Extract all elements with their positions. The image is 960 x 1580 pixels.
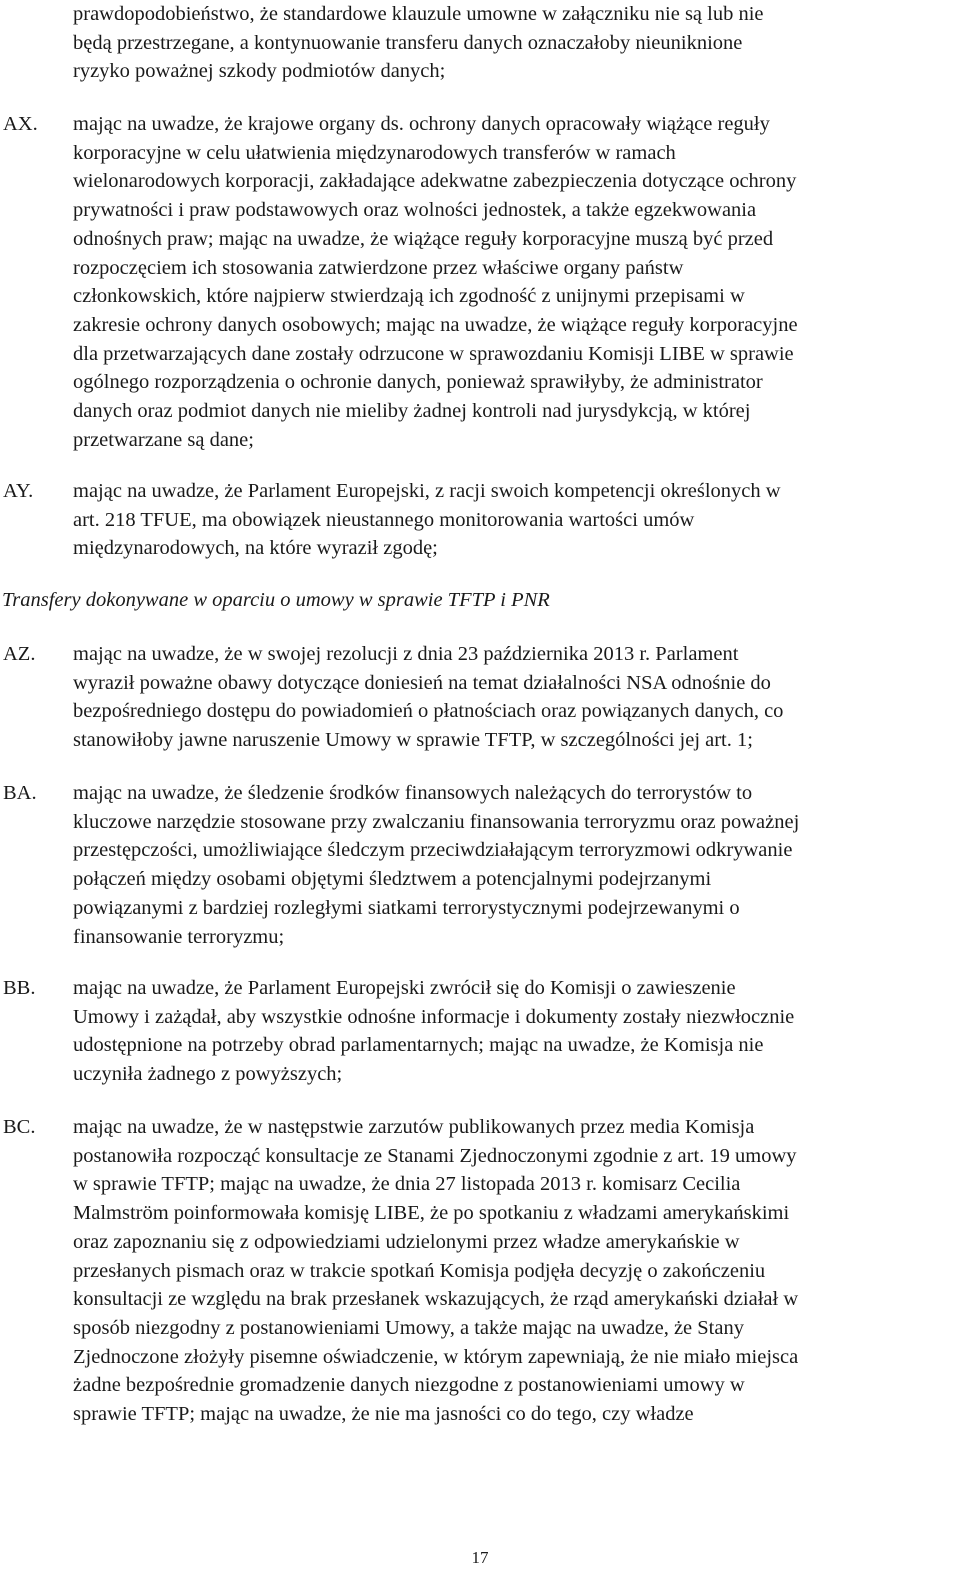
text-line: będą przestrzegane, a kontynuowanie transferu danych oznaczałoby nieuniknione [73,31,743,54]
paragraph-body [73,0,957,86]
text-line: żadne bezpośrednie gromadzenie danych niezgodne z postanowieniami umowy w [73,1374,745,1397]
text-line: kluczowe narzędzie stosowane przy zwalczaniu finansowania terroryzmu oraz poważnej [73,810,800,833]
text-line: Zjednoczone złożyły pisemne oświadczenie, w którym zapewniają, że nie miało miejsca [73,1345,799,1368]
text-line: mając na uwadze, że krajowe organy ds. ochrony danych opracowały wiążące reguły [73,113,770,135]
recital-body [73,640,957,755]
text-line: połączeń między osobami objętymi śledztwem a potencjalnymi podejrzanymi [73,868,712,891]
recital-label: BA. [3,782,37,804]
text-line: ryzyko poważnej szkody podmiotów danych; [73,60,446,83]
text-line: międzynarodowych, na które wyraził zgodę; [73,537,438,560]
text-line: zakresie ochrony danych osobowych; mając na uwadze, że wiążące reguły korporacyjne [73,313,798,336]
text-line: mając na uwadze, że w następstwie zarzutów publikowanych przez media Komisja [73,1116,755,1138]
text-line: Malmström poinformowała komisję LIBE, że po spotkaniu z władzami amerykańskimi [73,1202,790,1225]
text-line: Umowy i zażądał, aby wszystkie odnośne informacje i dokumenty zostały niezwłocznie [73,1005,795,1028]
recital-body [73,110,957,454]
text-line: wyraził poważne obawy dotyczące doniesień na temat działalności NSA odnośnie do [73,671,771,694]
text-line: mając na uwadze, że Parlament Europejski zwrócił się do Komisji o zawieszenie [73,977,736,999]
text-line: sprawie TFTP; mając na uwadze, że nie ma jasności co do tego, czy władze [73,1403,694,1426]
recital-body [73,477,957,563]
text-line: przesłanych pismach oraz w trakcie spotkań Komisja podjęła decyzję o zakończeniu [73,1259,766,1282]
text-line: art. 218 TFUE, ma obowiązek nieustannego monitorowania wartości umów [73,508,695,531]
text-line: prywatności i praw podstawowych oraz wolności jednostek, a także egzekwowania [73,199,757,222]
text-line: w sprawie TFTP; mając na uwadze, że dnia 27 listopada 2013 r. komisarz Cecilia [73,1173,741,1196]
recital-body [73,974,957,1089]
text-line: rozpoczęciem ich stosowania zatwierdzone przez właściwe organy państw [73,256,684,279]
section-heading: Transfery dokonywane w oparciu o umowy w sprawie TFTP i PNR [2,589,550,611]
recital-label: BC. [3,1116,36,1138]
text-line: członkowskich, które najpierw stwierdzają ich zgodność z unijnymi przepisami w [73,285,745,308]
text-line: przestępczości, umożliwiające śledczym przeciwdziałającym terroryzmowi odkrywanie [73,839,793,862]
text-line: prawdopodobieństwo, że standardowe klauzule umowne w załączniku nie są lub nie [73,3,764,25]
text-line: przetwarzane są dane; [73,428,254,451]
text-line: korporacyjne w celu ułatwienia międzynarodowych transferów w ramach [73,141,676,164]
recital-body [73,1113,957,1429]
text-line: udostępnione na potrzeby obrad parlamentarnych; mając na uwadze, że Komisja nie [73,1034,764,1057]
text-line: bezpośredniego dostępu do powiadomień o płatnościach oraz powiązanych danych, co [73,700,784,723]
text-line: ogólnego rozporządzenia o ochronie danych, ponieważ sprawiłyby, że administrator [73,371,763,394]
text-line: stanowiłoby jawne naruszenie Umowy w sprawie TFTP, w szczególności jej art. 1; [73,729,753,752]
text-line: dla przetwarzających dane zostały odrzucone w sprawozdaniu Komisji LIBE w sprawie [73,342,794,365]
text-line: wielonarodowych korporacji, zakładające adekwatne zabezpieczenia dotyczące ochrony [73,170,797,193]
recital-label: AX. [3,113,38,135]
text-line: mając na uwadze, że w swojej rezolucji z dnia 23 października 2013 r. Parlament [73,643,739,665]
text-line: uczyniła żadnego z powyższych; [73,1063,343,1086]
recital-label: BB. [3,977,36,999]
text-line: postanowiła rozpocząć konsultacje ze Stanami Zjednoczonymi zgodnie z art. 19 umowy [73,1144,797,1167]
text-line: danych oraz podmiot danych nie mieliby żadnej kontroli nad jurysdykcją, w której [73,400,751,423]
recital-body [73,779,957,951]
text-line: odnośnych praw; mając na uwadze, że wiążące reguły korporacyjne muszą być przed [73,227,774,250]
text-line: sposób niezgodny z postanowieniami Umowy, a także mając na uwadze, że Stany [73,1316,744,1339]
text-line: mając na uwadze, że Parlament Europejski, z racji swoich kompetencji określonych w [73,480,781,502]
text-line: mając na uwadze, że śledzenie środków finansowych należących do terrorystów to [73,782,753,804]
recital-label: AY. [3,480,34,502]
text-line: konsultacji ze względu na brak przesłanek wskazujących, że rząd amerykański działał w [73,1288,799,1311]
text-line: powiązanymi z bardziej rozległymi siatkami terrorystycznymi podejrzewanymi o [73,896,740,919]
recital-label: AZ. [3,643,36,665]
text-line: finansowanie terroryzmu; [73,925,285,948]
text-line: oraz zapoznaniu się z odpowiedziami udzielonymi przez władze amerykańskie w [73,1230,740,1253]
page-number: 17 [471,1548,489,1567]
